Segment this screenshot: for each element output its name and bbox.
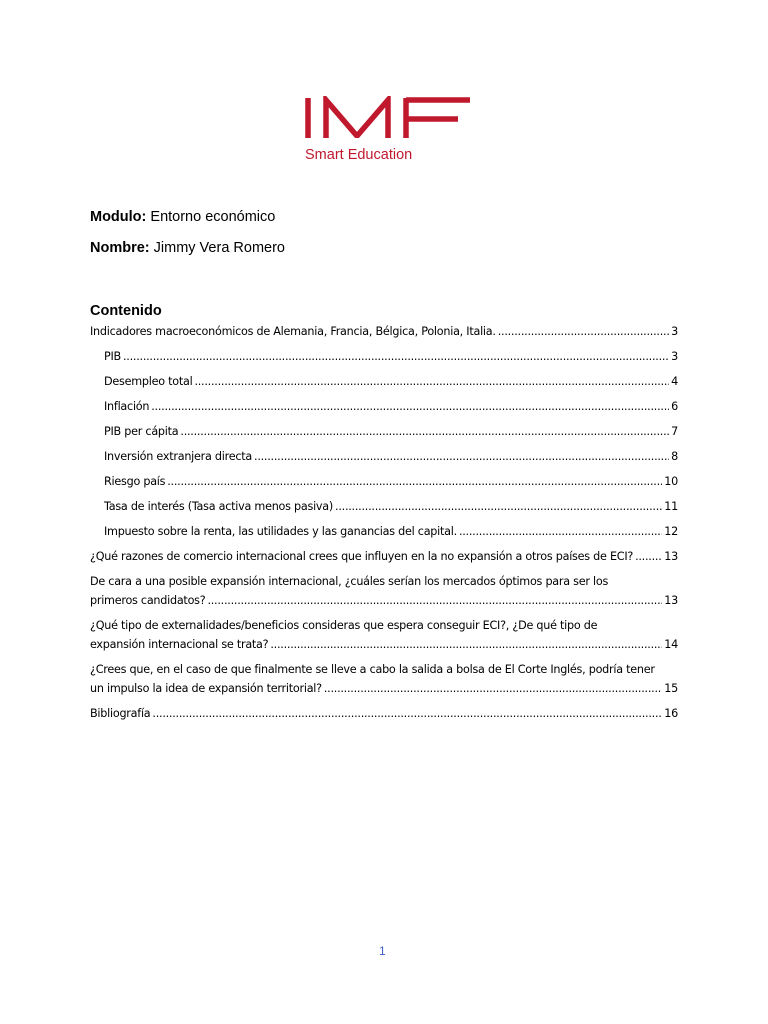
toc-entry-page: 3 (671, 325, 678, 338)
toc-entry[interactable] (90, 372, 678, 397)
toc-entry-text: Riesgo país (104, 475, 166, 488)
toc-entry-text: Indicadores macroeconómicos de Alemania, Francia, Bélgica, Polonia, Italia. (90, 325, 496, 338)
toc-entry-page: 4 (671, 375, 678, 388)
toc-entry-text-line1: ¿Qué tipo de externalidades/beneficios consideras que espera conseguir ECI?, ¿De qué tipo de (90, 619, 598, 632)
toc-entry[interactable] (90, 704, 678, 729)
toc-entry[interactable] (90, 472, 678, 497)
toc-entry-page: 14 (664, 638, 678, 651)
toc-entry-text: PIB per cápita (104, 425, 179, 438)
page-number: 1 (379, 944, 386, 958)
toc-entry-text: Desempleo total (104, 375, 193, 388)
toc-entry-text: PIB (104, 350, 121, 363)
toc-entry-page: 16 (664, 707, 678, 720)
toc-entry[interactable] (90, 497, 678, 522)
toc-entry[interactable] (90, 522, 678, 547)
toc-entry[interactable] (90, 447, 678, 472)
toc-entry-text: Bibliografía (90, 707, 151, 720)
toc-entry-page: 3 (671, 350, 678, 363)
module-label: Modulo: (90, 209, 147, 225)
toc-entry-page: 15 (664, 682, 678, 695)
toc-entry[interactable] (90, 397, 678, 422)
toc-entry-page: 7 (671, 425, 678, 438)
table-of-contents (90, 322, 678, 729)
toc-entry-page: 10 (664, 475, 678, 488)
toc-entry-page: 11 (664, 500, 678, 513)
logo-tagline: Smart Education (305, 147, 413, 163)
toc-entry-page: 13 (664, 550, 678, 563)
toc-entry-text: Impuesto sobre la renta, las utilidades y las ganancias del capital. (104, 525, 457, 538)
name-value: Jimmy Vera Romero (149, 240, 285, 256)
toc-entry-text-line1: ¿Crees que, en el caso de que finalmente se lleve a cabo la salida a bolsa de El Corte Inglés, podría tener (90, 663, 655, 676)
toc-entry[interactable] (90, 322, 678, 347)
toc-entry-text: expansión internacional se trata? (90, 638, 269, 651)
name-line (90, 240, 285, 256)
toc-entry-text: Inversión extranjera directa (104, 450, 253, 463)
toc-entry-text: Tasa de interés (Tasa activa menos pasiva) (104, 500, 334, 513)
toc-entry-page: 8 (671, 450, 678, 463)
module-value: Entorno económico (146, 209, 276, 225)
toc-entry-text-line1: De cara a una posible expansión internacional, ¿cuáles serían los mercados óptimos para ser los (90, 575, 609, 588)
imf-logo-icon (304, 96, 472, 138)
toc-entry-text: Inflación (104, 400, 150, 413)
toc-entry[interactable] (90, 347, 678, 372)
module-line (90, 209, 275, 225)
name-label: Nombre: (90, 240, 150, 256)
toc-entry-page: 13 (664, 594, 678, 607)
toc-entry[interactable] (90, 616, 678, 660)
toc-entry-text: primeros candidatos? (90, 594, 206, 607)
toc-entry-page: 6 (671, 400, 678, 413)
toc-entry-text: un impulso la idea de expansión territorial? (90, 682, 322, 695)
toc-entry[interactable] (90, 660, 678, 704)
toc-title: Contenido (90, 303, 162, 319)
toc-entry[interactable] (90, 572, 678, 616)
toc-entry-page: 12 (664, 525, 678, 538)
toc-entry-text: ¿Qué razones de comercio internacional crees que influyen en la no expansión a otros países de ECI? (90, 550, 634, 563)
toc-entry[interactable] (90, 422, 678, 447)
toc-entry[interactable] (90, 547, 678, 572)
